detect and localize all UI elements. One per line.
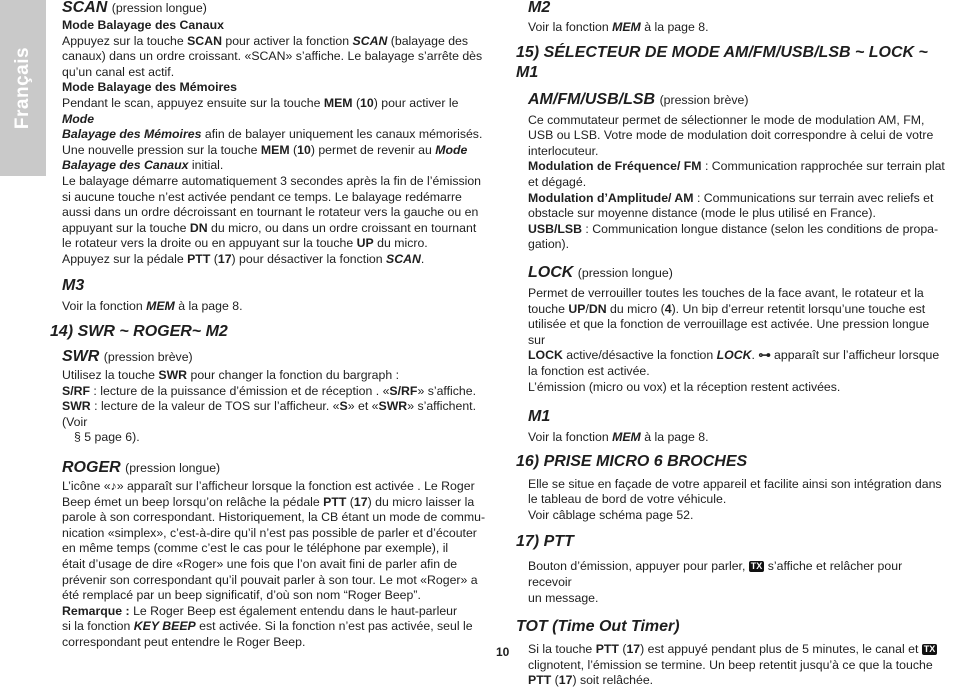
tx-icon: TX	[923, 644, 936, 655]
key-icon: ⊶	[758, 348, 771, 363]
left-column	[50, 0, 492, 651]
canaux-subheading: Mode Balayage des Canaux	[62, 18, 224, 32]
tx-icon: TX	[750, 561, 763, 572]
amfm-paragraph: Ce commutateur permet de sélectionner le mode de modulation AM, FM, USB ou LSB. Votre mode de modulation doit correspondre à celui de votre interlocuteur. Modulation de Fréquence/ FM : Communication rapprochée sur terrain plat et dégagé. Modulation d’Amplitude/ AM : Communications sur terrain avec reliefs et obstacle sur moyenne distance (mode le plus utilisé en France). USB/LSB : Communication longue distance (selon les conditions de propa- gation).	[528, 112, 945, 252]
section-16-heading: 16) PRISE MICRO 6 BROCHES	[516, 452, 748, 470]
m1-paragraph: Voir la fonction MEM à la page 8.	[528, 430, 709, 445]
m2-heading: M2	[528, 0, 551, 16]
tot-heading: TOT (Time Out Timer)	[516, 618, 680, 636]
ptt-paragraph: Bouton d’émission, appuyer pour parler, TX s’affiche et relâcher pour recevoir un message.	[528, 559, 903, 605]
roger-note-icon: ♪	[110, 479, 117, 494]
memoires-subheading: Mode Balayage des Mémoires	[62, 80, 237, 95]
swr-paragraph: Utilisez la touche SWR pour changer la fonction du bargraph : S/RF : lecture de la puissance d’émission et de réception . «S/RF» s’affiche. SWR : lecture de la valeur de TOS sur l’afficheur. «S» et «SWR» s’affichent. (Voir § 5 page 6).	[62, 368, 477, 445]
m1-heading: M1	[528, 408, 551, 426]
canaux-paragraph: Appuyez sur la touche SCAN pour activer la fonction SCAN (balayage des canaux) dans un ordre croissant. «SCAN» s’affiche. Le balayage s’arrête dès qu’un canal est actif.	[62, 33, 483, 79]
amfm-heading: AM/FM/USB/LSB (pression brève)	[528, 90, 749, 108]
language-side-tab	[0, 0, 46, 176]
memoires-paragraph: Pendant le scan, appuyez ensuite sur la touche MEM (10) pour activer le Mode Balayage des Mémoires afin de balayer uniquement les canaux mémorisés. Une nouvelle pression sur la touche MEM (10) permet de revenir au Mode Balayage des Canaux initial.	[62, 95, 483, 173]
m3-heading: M3	[62, 276, 85, 294]
page-number: 10	[496, 645, 510, 659]
m3-paragraph: Voir la fonction MEM à la page 8.	[62, 298, 243, 313]
micro-paragraph: Elle se situe en façade de votre appareil et facilite ainsi son intégration dans le tableau de bord de votre véhicule. Voir câblage schéma page 52.	[528, 476, 942, 522]
m2-paragraph: Voir la fonction MEM à la page 8.	[528, 20, 709, 34]
swr-heading: SWR (pression brève)	[62, 348, 193, 366]
lock-paragraph: Permet de verrouiller toutes les touches de la face avant, le rotateur et la touche UP/DN du micro (4). Un bip d’erreur retentit lorsqu’une touche est utilisée et que la fonction de verrouillage est activée. Une pression longue sur LOCK active/désactive la fonction LOCK. ⊶ apparaît sur l’afficheur lorsque la fonction est activée. L’émission (micro ou vox) et la réception restent activées.	[528, 285, 940, 394]
tot-paragraph: Si la touche PTT (17) est appuyé pendant plus de 5 minutes, le canal et TX clignotent, l’émission se termine. Un beep retentit jusqu’à ce que la touche PTT (17) soit relâchée.	[528, 642, 936, 688]
section-15-heading: 15) SÉLECTEUR DE MODE AM/FM/USB/LSB ~ LOCK ~ M1	[516, 43, 928, 81]
roger-heading: ROGER (pression longue)	[62, 459, 221, 477]
lock-heading: LOCK (pression longue)	[528, 263, 673, 281]
scan-heading: SCAN (pression longue)	[62, 0, 207, 16]
auto-scan-paragraph: Le balayage démarre automatiquement 3 secondes après la fin de l’émission si aucune touche n’est activée pendant ce temps. Le balayage redémarre aussi dans un ordre décroissant en tournant le rotateur vers la gauche ou en appuyant sur la touche DN du micro, ou dans un ordre croissant en tournant le rotateur vers la droite ou en appuyant sur la touche UP du micro. Appuyez sur la pédale PTT (17) pour désactiver la fonction SCAN.	[62, 173, 482, 266]
right-column	[516, 0, 946, 689]
section-14-heading: 14) SWR ~ ROGER~ M2	[50, 323, 228, 341]
roger-paragraph: L’icône «♪» apparaît sur l’afficheur lorsque la fonction est activée . Le Roger Beep émet un beep lorsqu’on relâche la pédale PTT (17) du micro laisser la parole à son correspondant. Historiquement, la CB étant un mode de commu- nication «simplex», c’est-à-dire qu’il n’est pas possible de parler et d’écouter en même temps (comme c’est le cas pour le téléphone par exemple), il était d’usage de dire «Roger» une fois que l’on avait fini de parler afin de prévenir son correspondant qu’il pouvait parler à son tour. Le mot «Roger» a été remplacé par un beep significatif, d’où son nom “Roger Beep”. Remarque : Le Roger Beep est également entendu dans le haut-parleur si la fonction KEY BEEP est activée. Si la fonction n’est pas activée, seul le correspondant peut entendre le Roger Beep.	[62, 479, 486, 649]
section-17-heading: 17) PTT	[516, 533, 574, 551]
language-label: Français	[12, 46, 33, 130]
